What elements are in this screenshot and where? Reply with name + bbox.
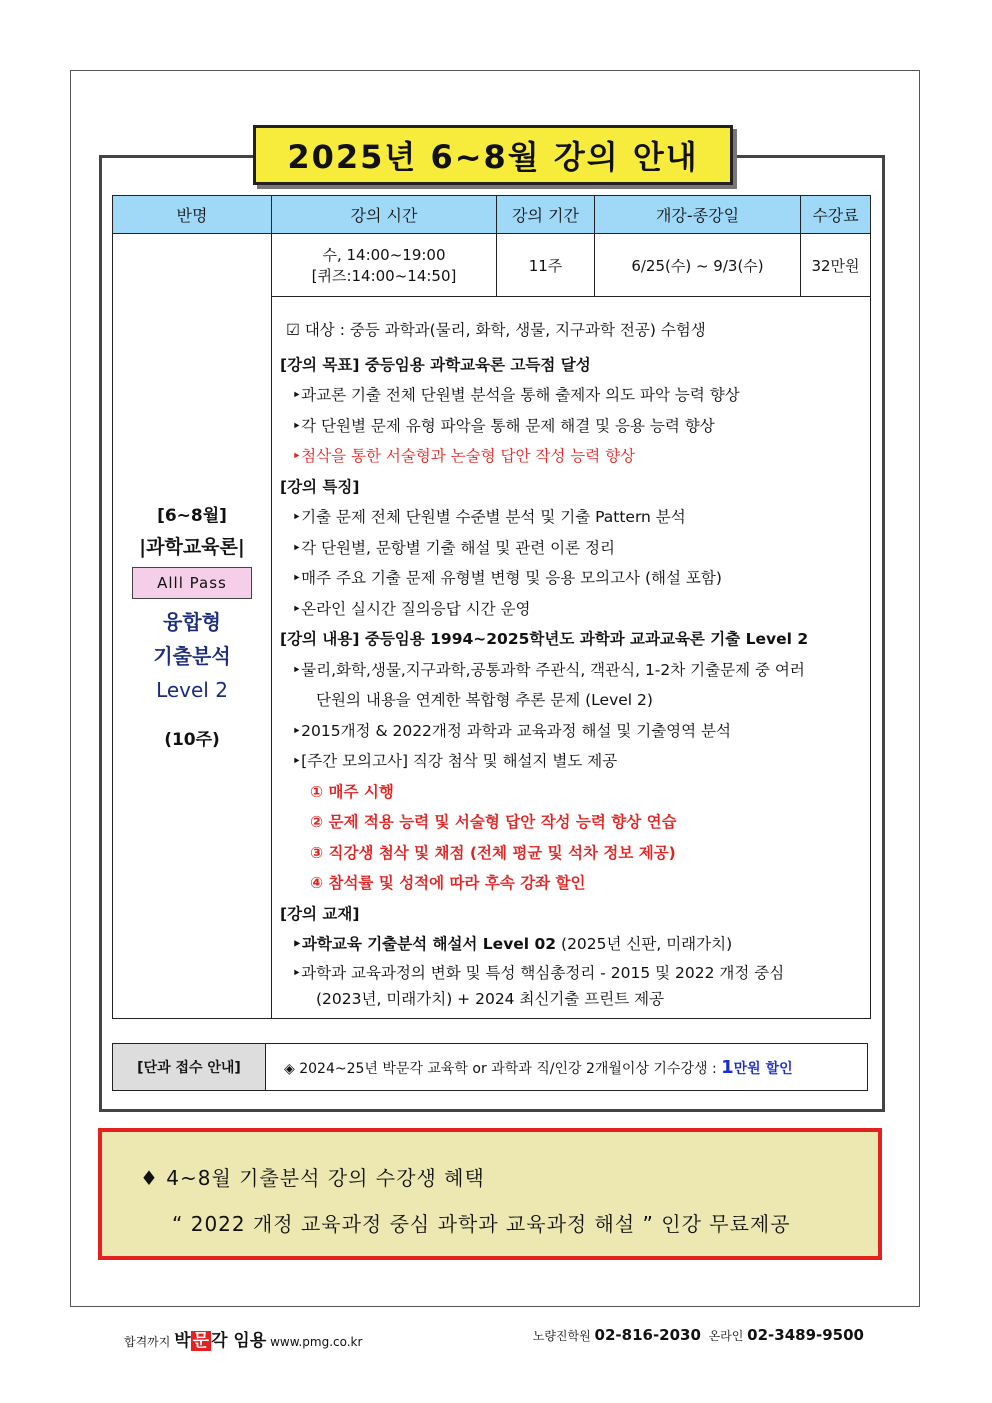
class-cell [113,234,272,1019]
feature-item: ‣각 단원별, 문항별 기출 해설 및 관련 이론 정리 [292,538,616,557]
book-title: ‣과학교육 기출분석 해설서 Level 02 [292,935,557,953]
mock-item: ④ 참석률 및 성적에 따라 후속 강좌 할인 [310,874,586,892]
logo-char: 문 [192,1331,210,1351]
feature-item: ‣온라인 실시간 질의응답 시간 운영 [292,599,531,618]
noryangjin-label: 노량진학원 [532,1329,591,1343]
table-header-row [113,196,871,234]
class-type-2: 기출분석 [153,644,231,669]
brand-logo [174,1331,266,1351]
content-heading: [강의 내용] 중등임용 1994~2025학년도 과학과 교과교육론 기출 Level 2 [280,630,809,648]
time-line-2: [퀴즈:14:00~14:50] [311,267,457,285]
logo-char: 각 [211,1331,228,1351]
book-item [280,929,862,960]
single-course-text: ◈ 2024~25년 박문각 교육학 or 과학과 직/인강 2개월이상 기수강생 : [284,1060,722,1077]
content-item: 단원의 내용을 연계한 복합형 추론 문제 (Level 2) [316,691,653,709]
page-title: 2025년 6~8월 강의 안내 [253,125,733,185]
class-type-1: 융합형 [163,610,221,635]
mock-item: ② 문제 적용 능력 및 서술형 답안 작성 능력 향상 연습 [310,813,677,831]
class-period: [6~8월] [157,506,227,527]
benefit-line-2: “ 2022 개정 교육과정 중심 과학과 교육과정 해설 ” 인강 무료제공 [172,1212,791,1236]
discount-unit: 만원 할인 [733,1060,793,1077]
content-item: ‣물리,화학,생물,지구과학,공통과학 주관식, 객관식, 1-2차 기출문제 중 여러 [292,660,805,679]
feature-heading: [강의 특징] [280,477,360,496]
duration-cell: 11주 [497,234,595,297]
goal-item: ‣첨삭을 통한 서술형과 논술형 답안 작성 능력 향상 [292,447,636,465]
goal-heading: [강의 목표] 중등임용 과학교육론 고득점 달성 [280,355,591,374]
footer-slogan: 합격까지 [124,1335,171,1349]
fee-cell: 32만원 [801,234,871,297]
benefit-box [98,1128,882,1260]
header-time: 강의 시간 [272,196,497,234]
time-line-1: 수, 14:00~19:00 [322,246,446,264]
class-weeks: (10주) [164,730,220,751]
header-fee: 수강료 [801,196,871,234]
content-cell [272,297,871,1019]
header-duration: 강의 기간 [497,196,595,234]
class-level: Level 2 [156,678,228,703]
header-dates: 개강-종강일 [595,196,801,234]
goal-item: ‣과교론 기출 전체 단원별 분석을 통해 출제자 의도 파악 능력 향상 [292,386,740,404]
goal-item: ‣각 단원별 문제 유형 파악을 통해 문제 해결 및 응용 능력 향상 [292,416,715,435]
feature-item: ‣기출 문제 전체 단원별 수준별 분석 및 기출 Pattern 분석 [292,508,686,526]
class-subject: |과학교육론| [139,536,245,559]
mock-item: ① 매주 시행 [310,782,394,801]
book-item: (2023년, 미래가치) + 2024 최신기출 프린트 제공 [316,989,665,1008]
content-item: ‣[주간 모의고사] 직강 첨삭 및 해설지 별도 제공 [292,752,618,770]
logo-char: 임용 [227,1331,267,1351]
schedule-row [113,234,871,297]
footer-brand [124,1326,362,1351]
footer-url[interactable]: www.pmg.co.kr [270,1335,363,1349]
time-cell [272,234,497,297]
mock-item: ③ 직강생 첨삭 및 채점 (전체 평균 및 석차 정보 제공) [310,843,676,862]
noryangjin-phone: 02-816-2030 [594,1326,701,1344]
logo-char: 박 [174,1331,191,1351]
header-class: 반명 [113,196,272,234]
feature-item: ‣매주 주요 기출 문제 유형별 변형 및 응용 모의고사 (해설 포함) [292,569,722,587]
discount-amount: 1 [721,1056,734,1078]
content-item: ‣2015개정 & 2022개정 과학과 교육과정 해설 및 기출영역 분석 [292,721,731,740]
dates-cell: 6/25(수) ~ 9/3(수) [595,234,801,297]
book-heading: [강의 교재] [280,904,360,923]
benefit-line-1: ♦ 4~8월 기출분석 강의 수강생 혜택 [140,1166,485,1190]
book-edition: (2025년 신판, 미래가치) [556,935,733,953]
class-type [114,605,270,707]
footer [124,1326,864,1350]
single-course-table [112,1043,868,1091]
allpass-badge: Alll Pass [132,567,252,599]
online-phone: 02-3489-9500 [747,1326,864,1344]
footer-contacts [533,1326,864,1344]
book-item: ‣과학과 교육과정의 변화 및 특성 핵심총정리 - 2015 및 2022 개정 중심 [292,963,785,982]
single-course-info [266,1044,868,1091]
single-course-label: [단과 접수 안내] [113,1044,266,1091]
online-label: 온라인 [708,1329,744,1343]
lecture-table [112,195,871,1019]
target-line: ☑ 대상 : 중등 과학과(물리, 화학, 생물, 지구과학 전공) 수험생 [286,321,706,339]
